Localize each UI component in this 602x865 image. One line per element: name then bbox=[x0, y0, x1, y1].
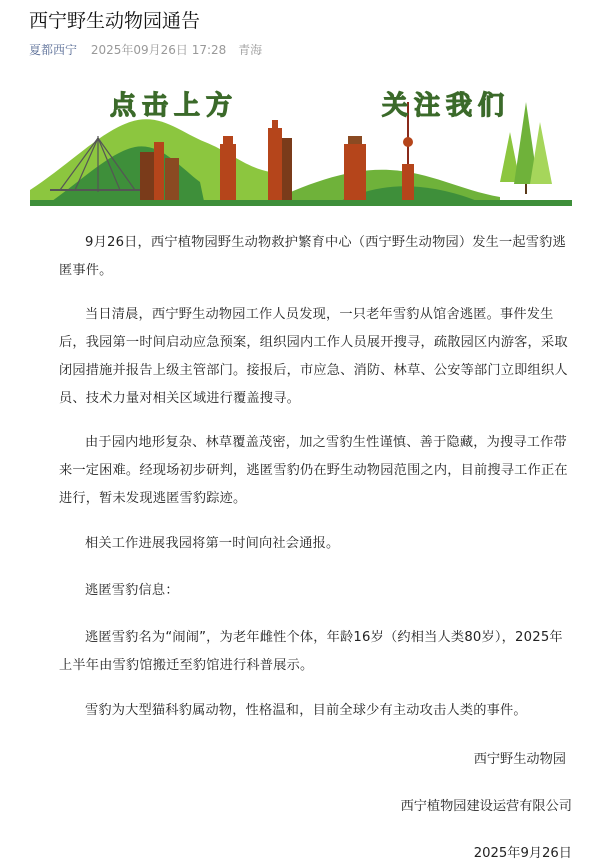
paragraph-2: 当日清晨，西宁野生动物园工作人员发现，一只老年雪豹从馆舍逃匿。事件发生后，我园第一时间启动应急预案，组织园内工作人员展开搜寻，疏散园区内游客，采取闭园措施并报告上级主管部门。接报后，市应急、消防、林草、公安等部门立即组织人员、技术力量对相关区域进行覆盖搜寻。 bbox=[59, 307, 568, 406]
paragraph-6: 逃匿雪豹名为“闹闹”，为老年雌性个体，年龄16岁（约相当人类80岁），2025年上半年由雪豹馆搬迁至豹馆进行科普展示。 bbox=[59, 630, 563, 673]
signature-org-1: 西宁野生动物园 bbox=[473, 752, 566, 767]
paragraph-5: 逃匿雪豹信息： bbox=[85, 583, 179, 598]
paragraph-1: 9月26日，西宁植物园野生动物救护繁育中心（西宁野生动物园）发生一起雪豹逃匿事件。 bbox=[59, 235, 566, 278]
banner-right-text: 关注我们 bbox=[382, 91, 511, 121]
banner-ground bbox=[30, 200, 572, 206]
banner-left-text: 点击上方 bbox=[110, 91, 239, 121]
article-title: 西宁野生动物园通告 bbox=[29, 10, 201, 32]
publish-date: 2025年09月26日 17:28 bbox=[90, 43, 227, 57]
signature-date: 2025年9月26日 bbox=[473, 846, 572, 861]
article-meta bbox=[29, 41, 262, 58]
publish-location: 青海 bbox=[238, 43, 263, 57]
paragraph-7: 雪豹为大型猫科豹属动物，性格温和，目前全球少有主动攻击人类的事件。 bbox=[85, 703, 527, 718]
follow-us-banner[interactable] bbox=[30, 72, 572, 206]
signature-org-2: 西宁植物园建设运营有限公司 bbox=[400, 799, 572, 814]
account-name-link[interactable]: 夏都西宁 bbox=[29, 43, 78, 57]
paragraph-4: 相关工作进展我园将第一时间向社会通报。 bbox=[85, 536, 340, 551]
paragraph-3: 由于园内地形复杂、林草覆盖茂密，加之雪豹生性谨慎、善于隐藏，为搜寻工作带来一定困难。经现场初步研判，逃匿雪豹仍在野生动物园范围之内，目前搜寻工作正在进行，暂未发现逃匿雪豹踪迹。 bbox=[59, 435, 568, 506]
